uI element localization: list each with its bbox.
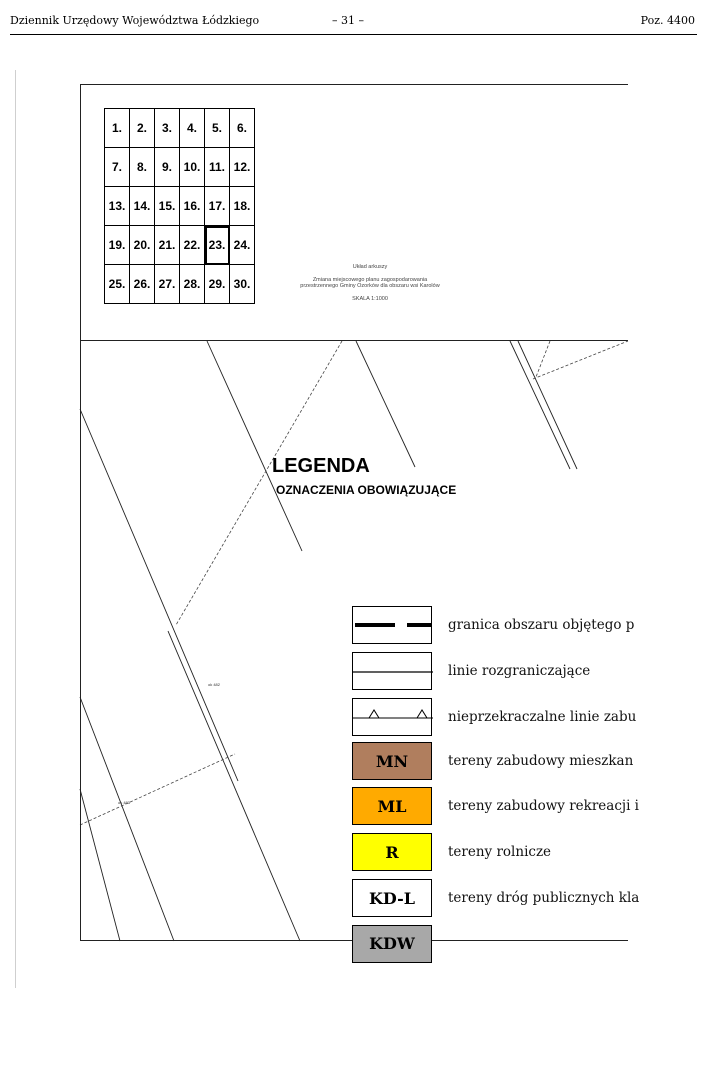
sheet-cell-selected: 23. — [205, 226, 230, 265]
sheet-cell: 22. — [180, 226, 205, 265]
legend-item-boundary — [352, 606, 635, 646]
r-swatch: R — [352, 833, 432, 871]
legend-item-label: tereny dróg publicznych kla — [448, 890, 640, 906]
legend — [272, 454, 562, 497]
sheet-cell: 16. — [180, 187, 205, 226]
sheet-cell: 10. — [180, 148, 205, 187]
legend-item-label: granica obszaru objętego p — [448, 617, 635, 633]
legend-title: LEGENDA — [272, 455, 370, 477]
legend-item-ml — [352, 787, 639, 827]
sheet-cell: 28. — [180, 265, 205, 304]
grid-row — [105, 109, 255, 148]
sheet-cell: 8. — [130, 148, 155, 187]
sheet-cell: 27. — [155, 265, 180, 304]
sheet-cell: 15. — [155, 187, 180, 226]
margin-line — [15, 70, 16, 988]
layout-line-2: przestrzennego Gminy Ozorków dla obszaru wsi Karolów — [300, 283, 440, 289]
boundary-line — [510, 341, 570, 469]
sheet-cell: 12. — [230, 148, 255, 187]
sheet-cell: 29. — [205, 265, 230, 304]
sheet-cell: 25. — [105, 265, 130, 304]
legend-subtitle: OZNACZENIA OBOWIĄZUJĄCE — [276, 483, 457, 497]
legend-item-label: tereny zabudowy rekreacji i — [448, 798, 639, 814]
sheet-cell: 9. — [155, 148, 180, 187]
sheet-cell: 3. — [155, 109, 180, 148]
plot-number-label: ok 483 — [118, 800, 131, 805]
boundary-line — [168, 631, 300, 941]
dashed-thick-line-icon — [352, 606, 432, 644]
sheet-cell: 30. — [230, 265, 255, 304]
sheet-cell: 13. — [105, 187, 130, 226]
sheet-cell: 21. — [155, 226, 180, 265]
plot-number-label: ok 482 — [208, 682, 221, 687]
sheet-cell: 20. — [130, 226, 155, 265]
parcel-line — [533, 341, 628, 379]
sheet-cell: 19. — [105, 226, 130, 265]
legend-item-mn — [352, 742, 634, 782]
sheet-cell: 11. — [205, 148, 230, 187]
sheet-cell: 24. — [230, 226, 255, 265]
parcel-line — [80, 754, 235, 825]
sheet-cell: 5. — [205, 109, 230, 148]
sheet-layout-caption — [276, 264, 464, 302]
sheet-cell: 6. — [230, 109, 255, 148]
sheet-index-grid — [104, 108, 255, 304]
sheet-cell: 14. — [130, 187, 155, 226]
boundary-line — [80, 409, 238, 781]
boundary-line — [518, 341, 577, 469]
ml-swatch: ML — [352, 787, 432, 825]
sheet-cell: 17. — [205, 187, 230, 226]
grid-row — [105, 187, 255, 226]
sheet-cell: 4. — [180, 109, 205, 148]
sheet-cell: 26. — [130, 265, 155, 304]
boundary-line — [356, 341, 415, 467]
triangle-line-icon — [352, 698, 432, 736]
sheet-cell: 7. — [105, 148, 130, 187]
layout-scale: SKALA 1:1000 — [352, 295, 388, 302]
layout-title: Układ arkuszy — [352, 264, 388, 270]
legend-item-kdl — [352, 879, 640, 919]
legend-item-r — [352, 833, 628, 873]
mn-swatch: MN — [352, 742, 432, 780]
position-number: Poz. 4400 — [640, 14, 695, 27]
legend-item-label: nieprzekraczalne linie zabu — [448, 709, 637, 725]
kdw-swatch: KDW — [352, 925, 432, 963]
parcel-line — [536, 341, 550, 377]
boundary-line — [80, 697, 174, 941]
kdl-swatch: KD-L — [352, 879, 432, 917]
legend-item-label: tereny zabudowy mieszkan — [448, 753, 634, 769]
grid-row — [105, 226, 255, 265]
thin-line-icon — [352, 652, 432, 690]
legend-item-label: tereny rolnicze — [448, 844, 552, 860]
boundary-line — [80, 789, 120, 941]
sheet-cell: 1. — [105, 109, 130, 148]
page-header — [10, 0, 697, 35]
page-number: – 31 – — [332, 14, 364, 27]
journal-title: Dziennik Urzędowy Województwa Łódzkiego — [10, 14, 260, 27]
legend-item-building-line — [352, 698, 637, 738]
sheet-cell: 2. — [130, 109, 155, 148]
boundary-line — [207, 341, 302, 551]
layout-line-1: Zmiana miejscowego planu zagospodarowania — [312, 276, 428, 283]
sheet-cell: 18. — [230, 187, 255, 226]
grid-row — [105, 265, 255, 304]
legend-item-label: linie rozgraniczające — [448, 663, 591, 679]
grid-row — [105, 148, 255, 187]
legend-item-kdw — [352, 925, 432, 953]
legend-item-demarcation — [352, 652, 628, 692]
